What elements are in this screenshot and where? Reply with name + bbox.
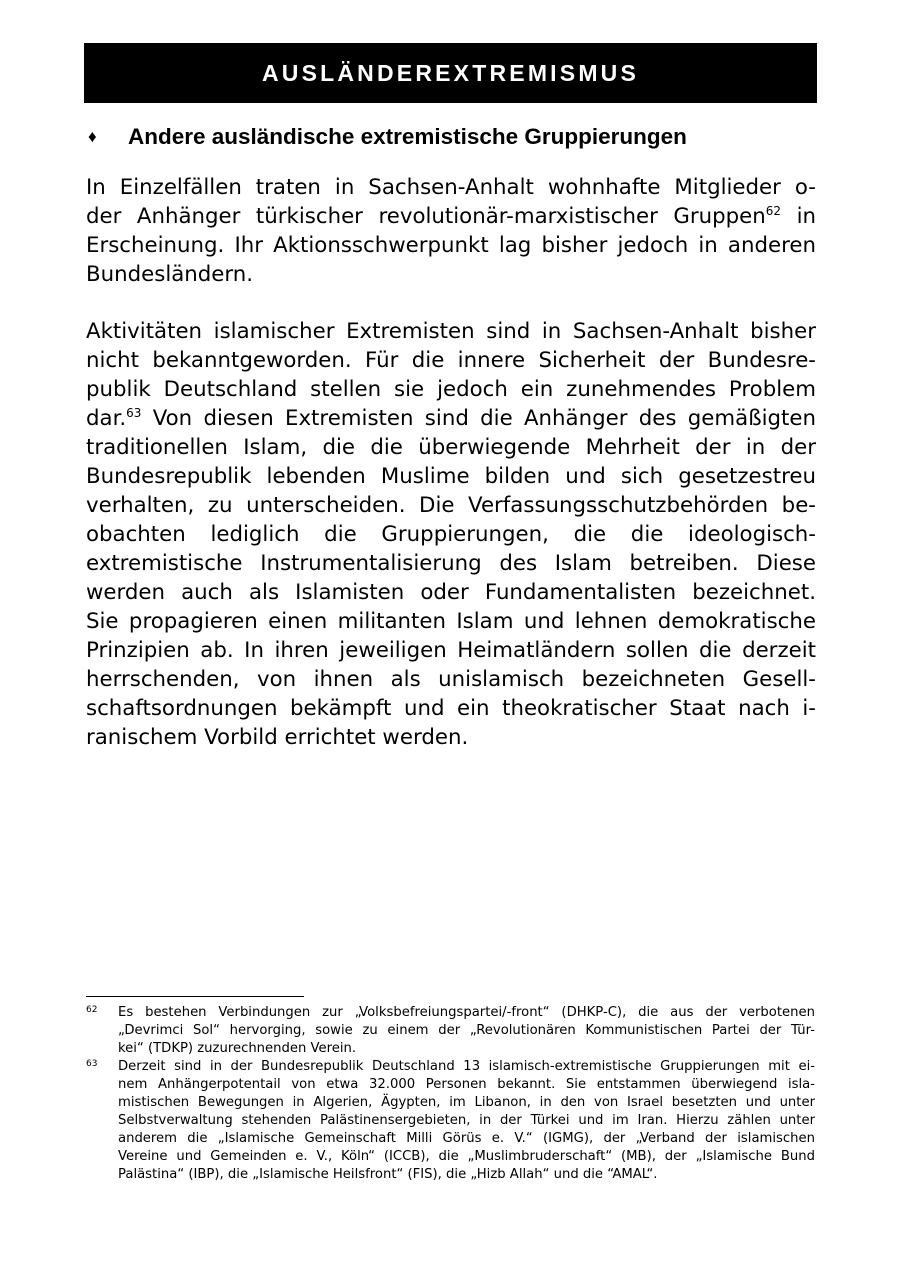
text-line: ranischem Vorbild errichtet werden. [86,725,469,750]
text-line [86,202,816,231]
text-segment: der Anhänger türkischer revolutionär-marxistischer Gruppen [86,204,766,229]
section-heading [88,124,818,150]
text-line: Bundesrepublik lebenden Muslime bilden und sich gesetzestreu [86,464,816,489]
text-line: obachten lediglich die Gruppierungen, die die ideologisch- [86,522,816,547]
text-line: herrschenden, von ihnen als unislamisch bezeichneten Gesell- [86,667,816,692]
footnote-line: Palästina“ (IBP), die „Islamische Heilsfront“ (FIS), die „Hizb Allah“ und die “AMAL“. [118,1167,658,1182]
footnote-line: Derzeit sind in der Bundesrepublik Deutschland 13 islamisch-extremistische Gruppierungen mit ei- [118,1059,815,1074]
footnote-line: „Devrimci Sol“ hervorging, sowie zu einem der „Revolutionären Kommunistischen Partei der Tür- [118,1023,815,1038]
text-segment: dar. [86,406,127,431]
footnote-separator [86,996,304,997]
text-line [86,404,816,433]
text-segment: in [781,204,816,229]
footnote-62 [86,1004,815,1058]
footnote-line: kei“ (TDKP) zuzurechnenden Verein. [118,1041,357,1056]
footnote-line: Vereine und Gemeinden e. V., Köln“ (ICCB), die „Muslimbruderschaft“ (MB), der „Islamische Bund [118,1149,815,1164]
text-line: verhalten, zu unterscheiden. Die Verfassungsschutzbehörden be- [86,493,816,518]
paragraph-2 [86,317,816,752]
footnote-ref-63[interactable]: 63 [126,406,142,420]
text-line: Erscheinung. Ihr Aktionsschwerpunkt lag bisher jedoch in anderen [86,233,816,258]
footnote-line: Selbstverwaltung stehenden Palästinensergebieten, in der Türkei und im Iran. Hierzu zählen unter [118,1113,815,1128]
section-title: Andere ausländische extremistische Gruppierungen [128,124,687,149]
footnote-ref-62[interactable]: 62 [765,204,782,218]
footnote-line: nem Anhängerpotentail von etwa 32.000 Personen bekannt. Sie entstammen überwiegend isla- [118,1077,815,1092]
paragraph-1 [86,173,816,289]
footnote-63 [86,1058,815,1184]
footnote-number: 62 [86,1005,98,1015]
footnote-text [118,1058,815,1184]
text-line: Bundesländern. [86,262,254,287]
chapter-header [84,43,817,103]
text-line: In Einzelfällen traten in Sachsen-Anhalt wohnhafte Mitglieder o- [86,175,816,200]
text-line: werden auch als Islamisten oder Fundamentalisten bezeichnet. [86,580,816,605]
text-line: extremistische Instrumentalisierung des Islam betreiben. Diese [86,551,816,576]
footnote-line: mistischen Bewegungen in Algerien, Ägypten, im Libanon, in den von Israel besetzten und unter [118,1095,815,1110]
text-line: publik Deutschland stellen sie jedoch ein zunehmendes Problem [86,377,816,402]
footnote-text [118,1004,815,1058]
text-line: Prinzipien ab. In ihren jeweiligen Heimatländern sollen die derzeit [86,638,816,663]
text-line: nicht bekanntgeworden. Für die innere Sicherheit der Bundesre- [86,348,816,373]
footnote-line: anderem die „Islamische Gemeinschaft Milli Görüs e. V.“ (IGMG), der „Verband der islamischen [118,1131,815,1146]
text-segment: Von diesen Extremisten sind die Anhänger des gemäßigten [141,406,816,431]
diamond-bullet-icon: ♦ [88,127,97,146]
chapter-title: AUSLÄNDEREXTREMISMUS [261,59,640,86]
footnotes [86,1004,815,1184]
text-line: traditionellen Islam, die die überwiegende Mehrheit der in der [86,435,816,460]
footnote-number: 63 [86,1059,98,1069]
text-line: Aktivitäten islamischer Extremisten sind in Sachsen-Anhalt bisher [86,319,816,344]
text-line: schaftsordnungen bekämpft und ein theokratischer Staat nach i- [86,696,816,721]
footnote-line: Es bestehen Verbindungen zur „Volksbefreiungspartei/-front“ (DHKP-C), die aus der verbotenen [118,1005,815,1020]
text-line: Sie propagieren einen militanten Islam und lehnen demokratische [86,609,816,634]
